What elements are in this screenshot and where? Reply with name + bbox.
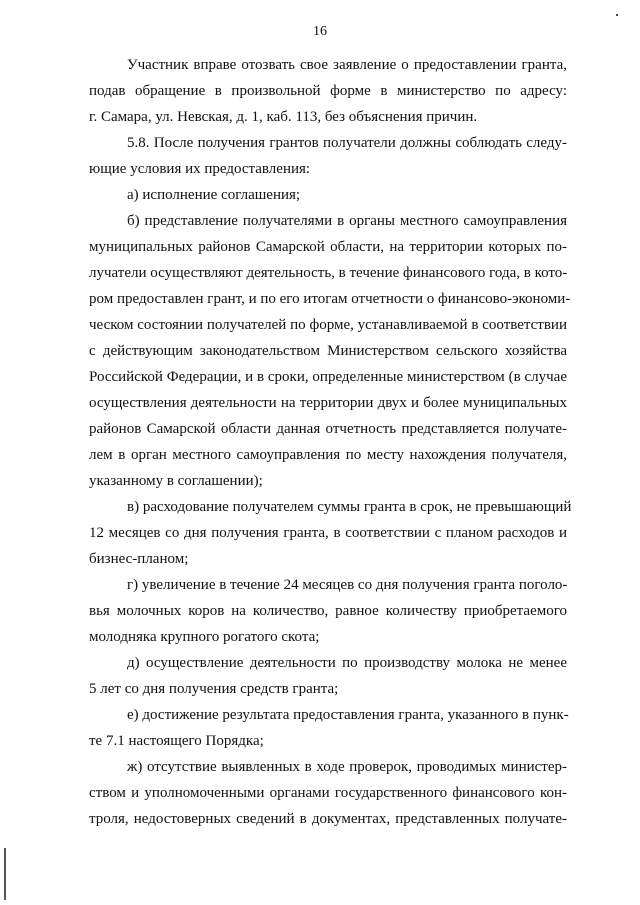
text-line: а) исполнение соглашения; (127, 187, 301, 203)
text-line: 12 месяцев со дня получения гранта, в соответствии с планом расходов и (89, 525, 567, 541)
text-line: вья молочных коров на количество, равное количеству приобретаемого (89, 603, 567, 619)
scan-edge-mark (4, 848, 6, 900)
scan-speck (616, 14, 618, 16)
text-line: 5.8. После получения грантов получатели должны соблюдать следу- (127, 135, 567, 151)
text-line: бизнес-планом; (89, 551, 189, 567)
text-line: ством и уполномоченными органами государственного финансового кон- (89, 785, 567, 801)
text-line: д) осуществление деятельности по производству молока не менее (127, 655, 567, 671)
text-line: с действующим законодательством Министерством сельского хозяйства (89, 343, 567, 359)
text-line: муниципальных районов Самарской области, на территории которых по- (89, 239, 567, 255)
text-line: б) представление получателями в органы местного самоуправления (127, 213, 567, 229)
text-line: ющие условия их предоставления: (89, 161, 311, 177)
text-line: 5 лет со дня получения средств гранта; (89, 681, 339, 697)
text-line: троля, недостоверных сведений в документах, представленных получате- (89, 811, 567, 827)
text-line: е) достижение результата предоставления гранта, указанного в пунк- (127, 707, 569, 723)
text-line: г. Самара, ул. Невская, д. 1, каб. 113, без объяснения причин. (89, 109, 478, 125)
text-line: ческом состоянии получателей по форме, устанавливаемой в соответствии (89, 317, 567, 333)
text-line: молодняка крупного рогатого скота; (89, 629, 320, 645)
text-line: указанному в соглашении); (89, 473, 263, 489)
text-line: Российской Федерации, и в сроки, определенные министерством (в случае (89, 369, 567, 385)
text-line: лучатели осуществляют деятельность, в течение финансового года, в кото- (89, 265, 568, 281)
text-line: Участник вправе отозвать свое заявление о предоставлении гранта, (127, 57, 567, 73)
text-line: подав обращение в произвольной форме в министерство по адресу: (89, 83, 567, 99)
page-number: 16 (313, 24, 327, 39)
text-line: г) увеличение в течение 24 месяцев со дня получения гранта поголо- (127, 577, 568, 593)
text-line: ж) отсутствие выявленных в ходе проверок, проводимых министер- (127, 759, 567, 775)
text-line: лем в орган местного самоуправления по месту нахождения получателя, (89, 447, 567, 463)
text-line: в) расходование получателем суммы гранта в срок, не превышающий (127, 499, 572, 515)
text-line: ром предоставлен грант, и по его итогам отчетности о финансово-экономи- (89, 291, 571, 307)
text-line: районов Самарской области данная отчетность представляется получате- (89, 421, 567, 437)
text-line: те 7.1 настоящего Порядка; (89, 733, 264, 749)
document-body (89, 52, 572, 832)
text-line: осуществления деятельности на территории двух и более муниципальных (89, 395, 567, 411)
